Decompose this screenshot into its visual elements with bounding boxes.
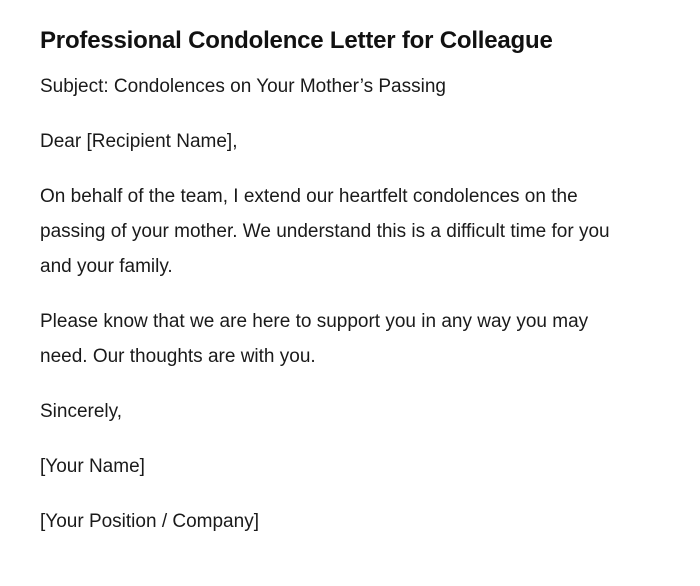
letter-title: Professional Condolence Letter for Colleague bbox=[40, 27, 553, 54]
letter-subject: Subject: Condolences on Your Mother’s Passing bbox=[40, 76, 446, 97]
signature-name: [Your Name] bbox=[40, 456, 145, 477]
letter-body-paragraph-2: Please know that we are here to support you in any way you may need. Our thoughts are with you. bbox=[40, 311, 589, 367]
letter-greeting: Dear [Recipient Name], bbox=[40, 131, 238, 152]
signature-position: [Your Position / Company] bbox=[40, 511, 259, 532]
letter-closing: Sincerely, bbox=[40, 401, 123, 422]
letter-body-paragraph-1: On behalf of the team, I extend our heartfelt condolences on the passing of your mother. We understand this is a difficult time for you and your family. bbox=[40, 186, 610, 277]
letter-document bbox=[40, 24, 640, 539]
